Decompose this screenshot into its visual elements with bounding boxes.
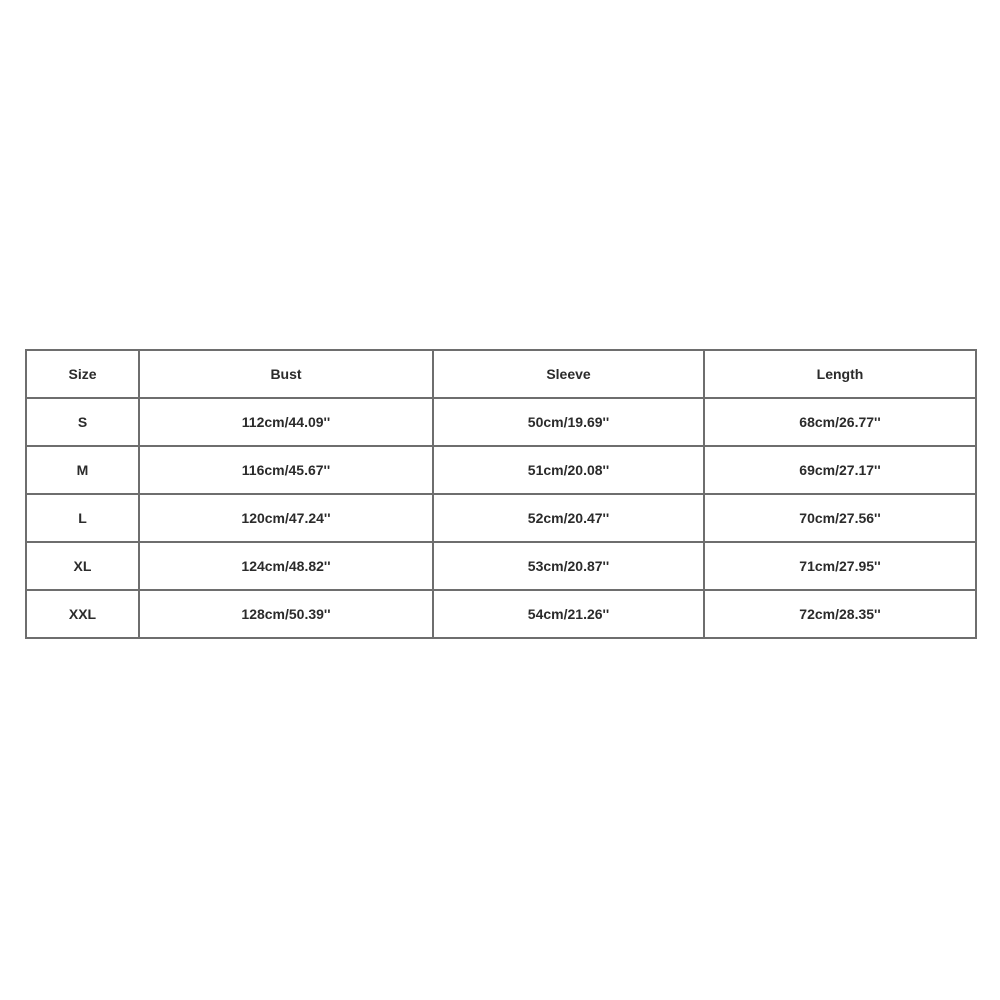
length-cell: 70cm/27.56'' <box>704 494 976 542</box>
header-row <box>26 350 976 398</box>
table-row <box>26 590 976 638</box>
bust-cell: 120cm/47.24'' <box>139 494 433 542</box>
size-cell: XL <box>26 542 139 590</box>
table-row <box>26 542 976 590</box>
header-length: Length <box>704 350 976 398</box>
bust-cell: 124cm/48.82'' <box>139 542 433 590</box>
sleeve-cell: 50cm/19.69'' <box>433 398 704 446</box>
sleeve-cell: 52cm/20.47'' <box>433 494 704 542</box>
length-cell: 68cm/26.77'' <box>704 398 976 446</box>
header-size: Size <box>26 350 139 398</box>
sleeve-cell: 54cm/21.26'' <box>433 590 704 638</box>
bust-cell: 128cm/50.39'' <box>139 590 433 638</box>
size-cell: M <box>26 446 139 494</box>
length-cell: 72cm/28.35'' <box>704 590 976 638</box>
size-cell: L <box>26 494 139 542</box>
size-chart-body <box>26 398 976 638</box>
header-sleeve: Sleeve <box>433 350 704 398</box>
length-cell: 69cm/27.17'' <box>704 446 976 494</box>
sleeve-cell: 51cm/20.08'' <box>433 446 704 494</box>
table-row <box>26 398 976 446</box>
bust-cell: 116cm/45.67'' <box>139 446 433 494</box>
table-row <box>26 446 976 494</box>
size-chart-header <box>26 350 976 398</box>
size-cell: S <box>26 398 139 446</box>
bust-cell: 112cm/44.09'' <box>139 398 433 446</box>
header-bust: Bust <box>139 350 433 398</box>
sleeve-cell: 53cm/20.87'' <box>433 542 704 590</box>
size-chart-table <box>25 349 977 639</box>
length-cell: 71cm/27.95'' <box>704 542 976 590</box>
size-cell: XXL <box>26 590 139 638</box>
table-row <box>26 494 976 542</box>
